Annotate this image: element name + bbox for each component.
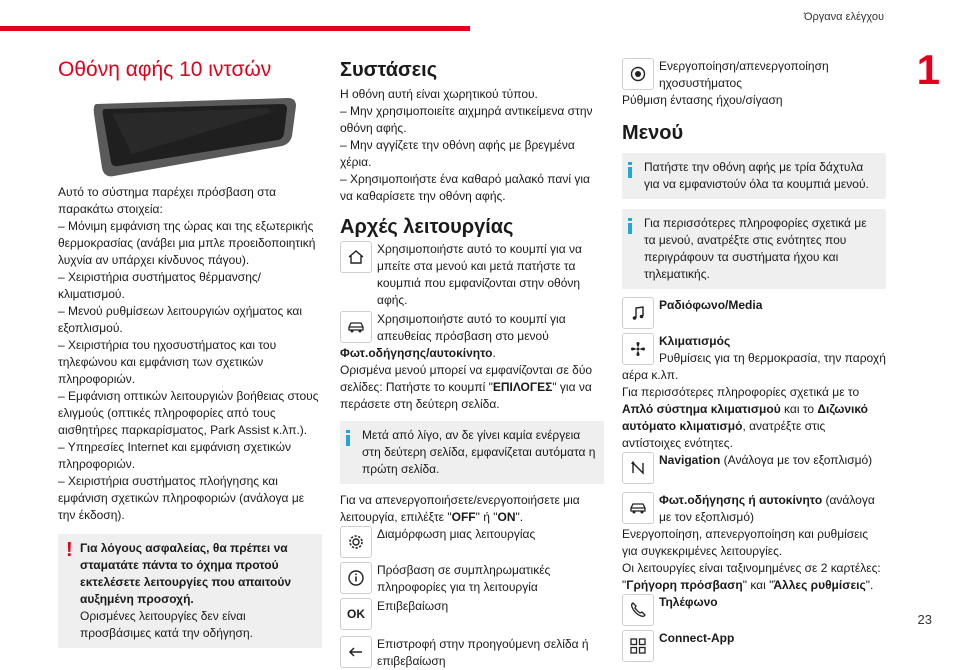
vehicle-description: Ενεργοποίηση, απενεργοποίηση και ρυθμίσεις για συγκεκριμένες λειτουργίες. [622,527,868,558]
recommendation-line: – Μην χρησιμοποιείτε αιχμηρά αντικείμενα στην οθόνη αφής. [340,104,593,135]
menus-text: Ορισμένα μενού μπορεί να εμφανίζονται σε δύο σελίδες: Πατήστε το κουμπί " [340,363,593,394]
other-settings-tab-label: Άλλες ρυθμίσεις [773,578,866,592]
info-note-text: Για περισσότερες πληροφορίες σχετικά με τα μενού, ανατρέξτε στις ενότητες που περιγράφουν τα συστήματα ήχου και τηλεματικής. [644,216,867,281]
recommendation-line: – Χρησιμοποιήστε ένα καθαρό μαλακό πανί για να καθαρίσετε την οθόνη αφής. [340,172,590,203]
info-note-text: Μετά από λίγο, αν δε γίνει καμία ενέργεια στη δεύτερη σελίδα, εμφανίζεται αυτόματα η πρώτη σελίδα. [362,428,596,476]
phone-icon [622,594,654,626]
radio-media-label: Ραδιόφωνο/Media [659,298,763,312]
safety-warning-box [58,534,322,648]
info-button-row [340,562,604,596]
vehicle-label: Φωτ.οδήγησης ή αυτοκίνητο [659,493,823,507]
tabs-mid: " και " [742,578,774,592]
volume-text: Ρύθμιση έντασης ήχου/σίγαση [622,93,783,107]
power-button-row [622,58,886,92]
connect-app-menu-row [622,630,886,662]
chapter-number: 1 [916,46,940,93]
car-button-text: Χρησιμοποιήστε αυτό το κουμπί για απευθείας πρόσβαση στο μενού [377,312,566,343]
onoff-mid: " ή " [475,510,498,524]
phone-menu-row [622,594,886,626]
info-icon [346,430,351,446]
info-button-text: Πρόσβαση σε συμπληρωματικές πληροφορίες για τη λειτουργία [377,563,551,594]
warning-text: Ορισμένες λειτουργίες δεν είναι προσβάσιμες κατά την οδήγηση. [80,609,253,640]
bullet: – Μόνιμη εμφάνιση της ώρας και της εξωτερικής θερμοκρασίας (ανάβει μια μπλε προειδοποιητική λυχνία αν υπάρχει κίνδυνος πάγου). [58,219,316,267]
climate-more-end: , ανατρέξτε στις αντίστοιχες ενότητες. [622,419,826,450]
on-label: ON [497,510,516,524]
dual-zone-ac-label: Διζωνικό αυτόματο κλιματισμό [622,402,868,433]
bullet: – Χειριστήρια συστήματος θέρμανσης/κλιματισμού. [58,270,262,301]
vehicle-text: (ανάλογα με τον εξοπλισμό) [659,493,875,524]
principles-heading: Αρχές λειτουργίας [340,216,514,238]
recommendation-line: – Μην αγγίζετε την οθόνη αφής με βρεγμένα χέρια. [340,138,575,169]
gear-icon [340,526,372,558]
bullet: – Μενού ρυθμίσεων λειτουργιών οχήματος και εξοπλισμού. [58,304,303,335]
section-header: Όργανα ελέγχου [804,11,884,23]
ok-button-text: Επιβεβαίωση [377,599,449,613]
menus-heading: Μενού [622,122,684,144]
intro-text: Αυτό το σύστημα παρέχει πρόσβαση στα παρακάτω στοιχεία: [58,185,277,216]
page-number: 23 [917,612,932,627]
power-button-text: Ενεργοποίηση/απενεργοποίηση ηχοσυστήματος [659,59,829,90]
navigation-text: (Ανάλογα με τον εξοπλισμό) [720,453,873,467]
tabs-text: Οι λειτουργίες είναι ταξινομημένες σε 2 καρτέλες: " [622,561,881,592]
bullet: – Υπηρεσίες Internet και εμφάνιση σχετικών πληροφοριών. [58,440,292,471]
column-1 [58,184,322,648]
back-button-row [340,636,604,670]
phone-label: Τηλέφωνο [659,595,718,609]
options-label: ΕΠΙΛΟΓΕΣ [492,380,553,394]
apps-grid-icon [622,630,654,662]
column-2 [340,58,604,670]
bullet: – Εμφάνιση οπτικών λειτουργιών βοήθειας στους ελιγμούς (οπτικές πληροφορίες από τους αισθητήρες παρκαρίσματος, Park Assist κ.λπ.). [58,389,319,437]
ok-icon: OK [340,598,372,630]
ok-button-row [340,598,604,630]
connect-app-label: Connect-App [659,631,735,645]
car-menu-name: Φωτ.οδήγησης/αυτοκίνητο [340,346,493,360]
info-circle-icon [340,562,372,594]
car-icon [340,311,372,343]
bullet: – Χειριστήρια του ηχοσυστήματος και του τηλεφώνου και εμφάνιση των σχετικών πληροφοριών. [58,338,277,386]
climate-more-text: Για περισσότερες πληροφορίες σχετικά με το [622,385,860,399]
warning-bold-text: Για λόγους ασφαλείας, θα πρέπει να σταματάτε πάντα το όχημα προτού εκτελέσετε λειτουργίες που απαιτούν αυξημένη προσοχή. [80,541,292,606]
power-icon [622,58,654,90]
menus-text-end: " για να περάσετε στη δεύτερη σελίδα. [340,380,592,411]
info-icon [628,162,633,178]
vehicle-menu-row [622,492,886,594]
exclamation-icon: ! [66,539,73,561]
gear-button-text: Διαμόρφωση μιας λειτουργίας [377,527,536,541]
climate-menu-row [622,333,886,452]
home-button-text: Χρησιμοποιήστε αυτό το κουμπί για να μπείτε στα μενού και μετά πατήστε τα κουμπιά που εμφανίζονται στην οθόνη αφής. [377,242,582,307]
radio-menu-row [622,297,886,329]
quick-access-tab-label: Γρήγορη πρόσβαση [626,578,743,592]
onoff-end: ". [515,510,524,524]
onoff-text: Για να απενεργοποιήσετε/ενεργοποιήσετε μια λειτουργία, επιλέξτε " [340,493,580,524]
tabs-end: ". [865,578,874,592]
info-note-second-page [340,421,604,484]
car-text-end: . [492,346,496,360]
climate-label: Κλιματισμός [659,334,731,348]
bullet: – Χειριστήρια συστήματος πλοήγησης και εμφάνιση σχετικών πληροφοριών (ανάλογα με την έκδοση). [58,474,305,522]
navigation-menu-row [622,452,886,484]
recommendations-heading: Συστάσεις [340,59,438,81]
fan-icon [622,333,654,365]
off-label: OFF [451,510,476,524]
info-note-text: Πατήστε την οθόνη αφής με τρία δάχτυλα για να εμφανιστούν όλα τα κουμπιά μενού. [644,160,869,191]
car-icon [622,492,654,524]
info-note-three-fingers [622,153,886,199]
back-button-text: Επιστροφή στην προηγούμενη σελίδα ή επιβεβαίωση [377,637,589,668]
header-red-bar [0,26,470,31]
home-button-row [340,241,604,309]
touchscreen-illustration [92,96,298,180]
simple-ac-label: Απλό σύστημα κλιματισμού [622,402,781,416]
info-note-more [622,209,886,289]
page-title: Οθόνη αφής 10 ιντσών [58,58,272,81]
navigation-label: Navigation [659,453,721,467]
navigation-icon [622,452,654,484]
column-3 [622,58,886,662]
recommendation-line: Η οθόνη αυτή είναι χωρητικού τύπου. [340,87,538,101]
home-icon [340,241,372,273]
info-icon [628,218,633,234]
climate-more-and: και το [780,402,818,416]
music-note-icon [622,297,654,329]
car-button-row [340,311,604,413]
climate-text: Ρυθμίσεις για τη θερμοκρασία, την παροχή αέρα κ.λπ. [622,351,886,382]
back-arrow-icon [340,636,372,668]
gear-button-row [340,526,604,558]
